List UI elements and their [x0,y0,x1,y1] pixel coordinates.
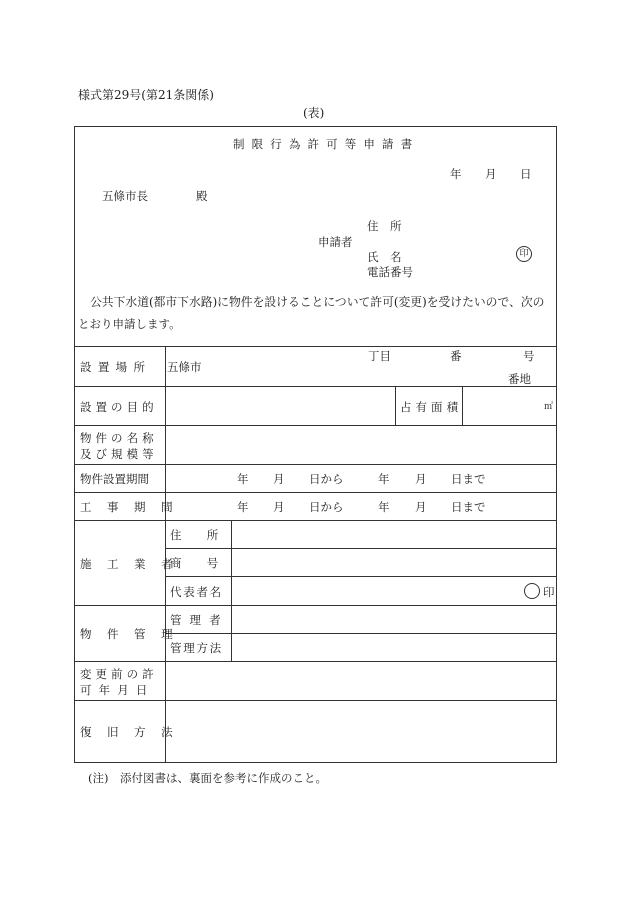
purpose-label: 設置の目的 [80,400,158,414]
row-rule [74,425,557,426]
row-rule [165,576,557,577]
applicant-name-label: 氏 名 [367,250,402,264]
install-month: 月 [273,472,285,486]
contractor-seal-circle [524,583,540,599]
row-rule [74,605,557,606]
row-rule [74,700,557,701]
prior-permit-label-2: 可年月日 [80,683,155,697]
install-from: 日から [309,472,344,486]
install-month-2: 月 [415,472,427,486]
prior-permit-label-1: 変更前の許 [80,667,158,681]
contractor-seal-label: 印 [543,585,555,599]
manager-label: 管理者 [170,613,229,627]
applicant-phone-label: 電話番号 [367,265,413,279]
contractor-representative-label: 代表者名 [170,585,223,599]
request-line-1: 公共下水道(都市下水路)に物件を設けることについて許可(変更)を受けたいので、次の [90,295,545,309]
row-rule [74,492,557,493]
contractor-address-label: 住所 [170,528,244,542]
install-year-2: 年 [378,472,390,486]
work-year: 年 [237,500,249,514]
applicant-label: 申請者 [318,235,353,249]
row-rule [74,346,557,347]
row-rule [74,520,557,521]
work-to: 日まで [451,500,486,514]
location-chome: 丁目 [368,349,391,363]
location-ban: 番 [450,349,462,363]
area-label: 占有面積 [400,400,463,414]
row-rule [74,464,557,465]
date-year: 年 [450,167,462,181]
contractor-trade-name-label: 商号 [170,556,244,570]
install-to: 日まで [451,472,486,486]
object-name-label-2: 及び規模等 [80,447,158,461]
column-rule [395,386,396,425]
property-management-label: 物件管理 [80,627,189,641]
management-method-label: 管理方法 [170,641,223,655]
location-label: 設置場所 [80,360,152,374]
work-month: 月 [273,500,285,514]
row-rule [165,633,557,634]
addressee-suffix: 殿 [196,189,208,203]
date-day: 日 [520,167,532,181]
column-rule [462,386,463,425]
addressee-name: 五條市長 [102,189,148,203]
request-line-2: とおり申請します。 [78,317,181,331]
location-city: 五條市 [167,360,202,374]
restoration-label: 復旧方法 [80,725,189,739]
row-rule [74,386,557,387]
form-title: 制限行為許可等申請書 [233,137,420,151]
install-period-label: 物件設置期間 [80,472,149,486]
contractor-label: 施工業者 [80,557,189,571]
date-month: 月 [485,167,497,181]
form-number: 様式第29号(第21条関係) [78,88,214,102]
object-name-label-1: 物件の名称 [80,431,158,445]
footnote: (注) 添付図書は、裏面を参考に作成のこと。 [88,771,327,785]
work-year-2: 年 [378,500,390,514]
side-label: (表) [303,106,325,120]
applicant-address-label: 住 所 [367,219,402,233]
applicant-seal-mark: 印 [516,246,532,262]
work-from: 日から [309,500,344,514]
location-banchi: 番地 [508,372,531,386]
row-rule [165,548,557,549]
location-go: 号 [523,349,535,363]
install-year: 年 [237,472,249,486]
work-period-label: 工事期間 [80,500,189,514]
area-unit: ㎡ [544,402,554,412]
column-rule [165,346,166,763]
work-month-2: 月 [415,500,427,514]
row-rule [74,661,557,662]
